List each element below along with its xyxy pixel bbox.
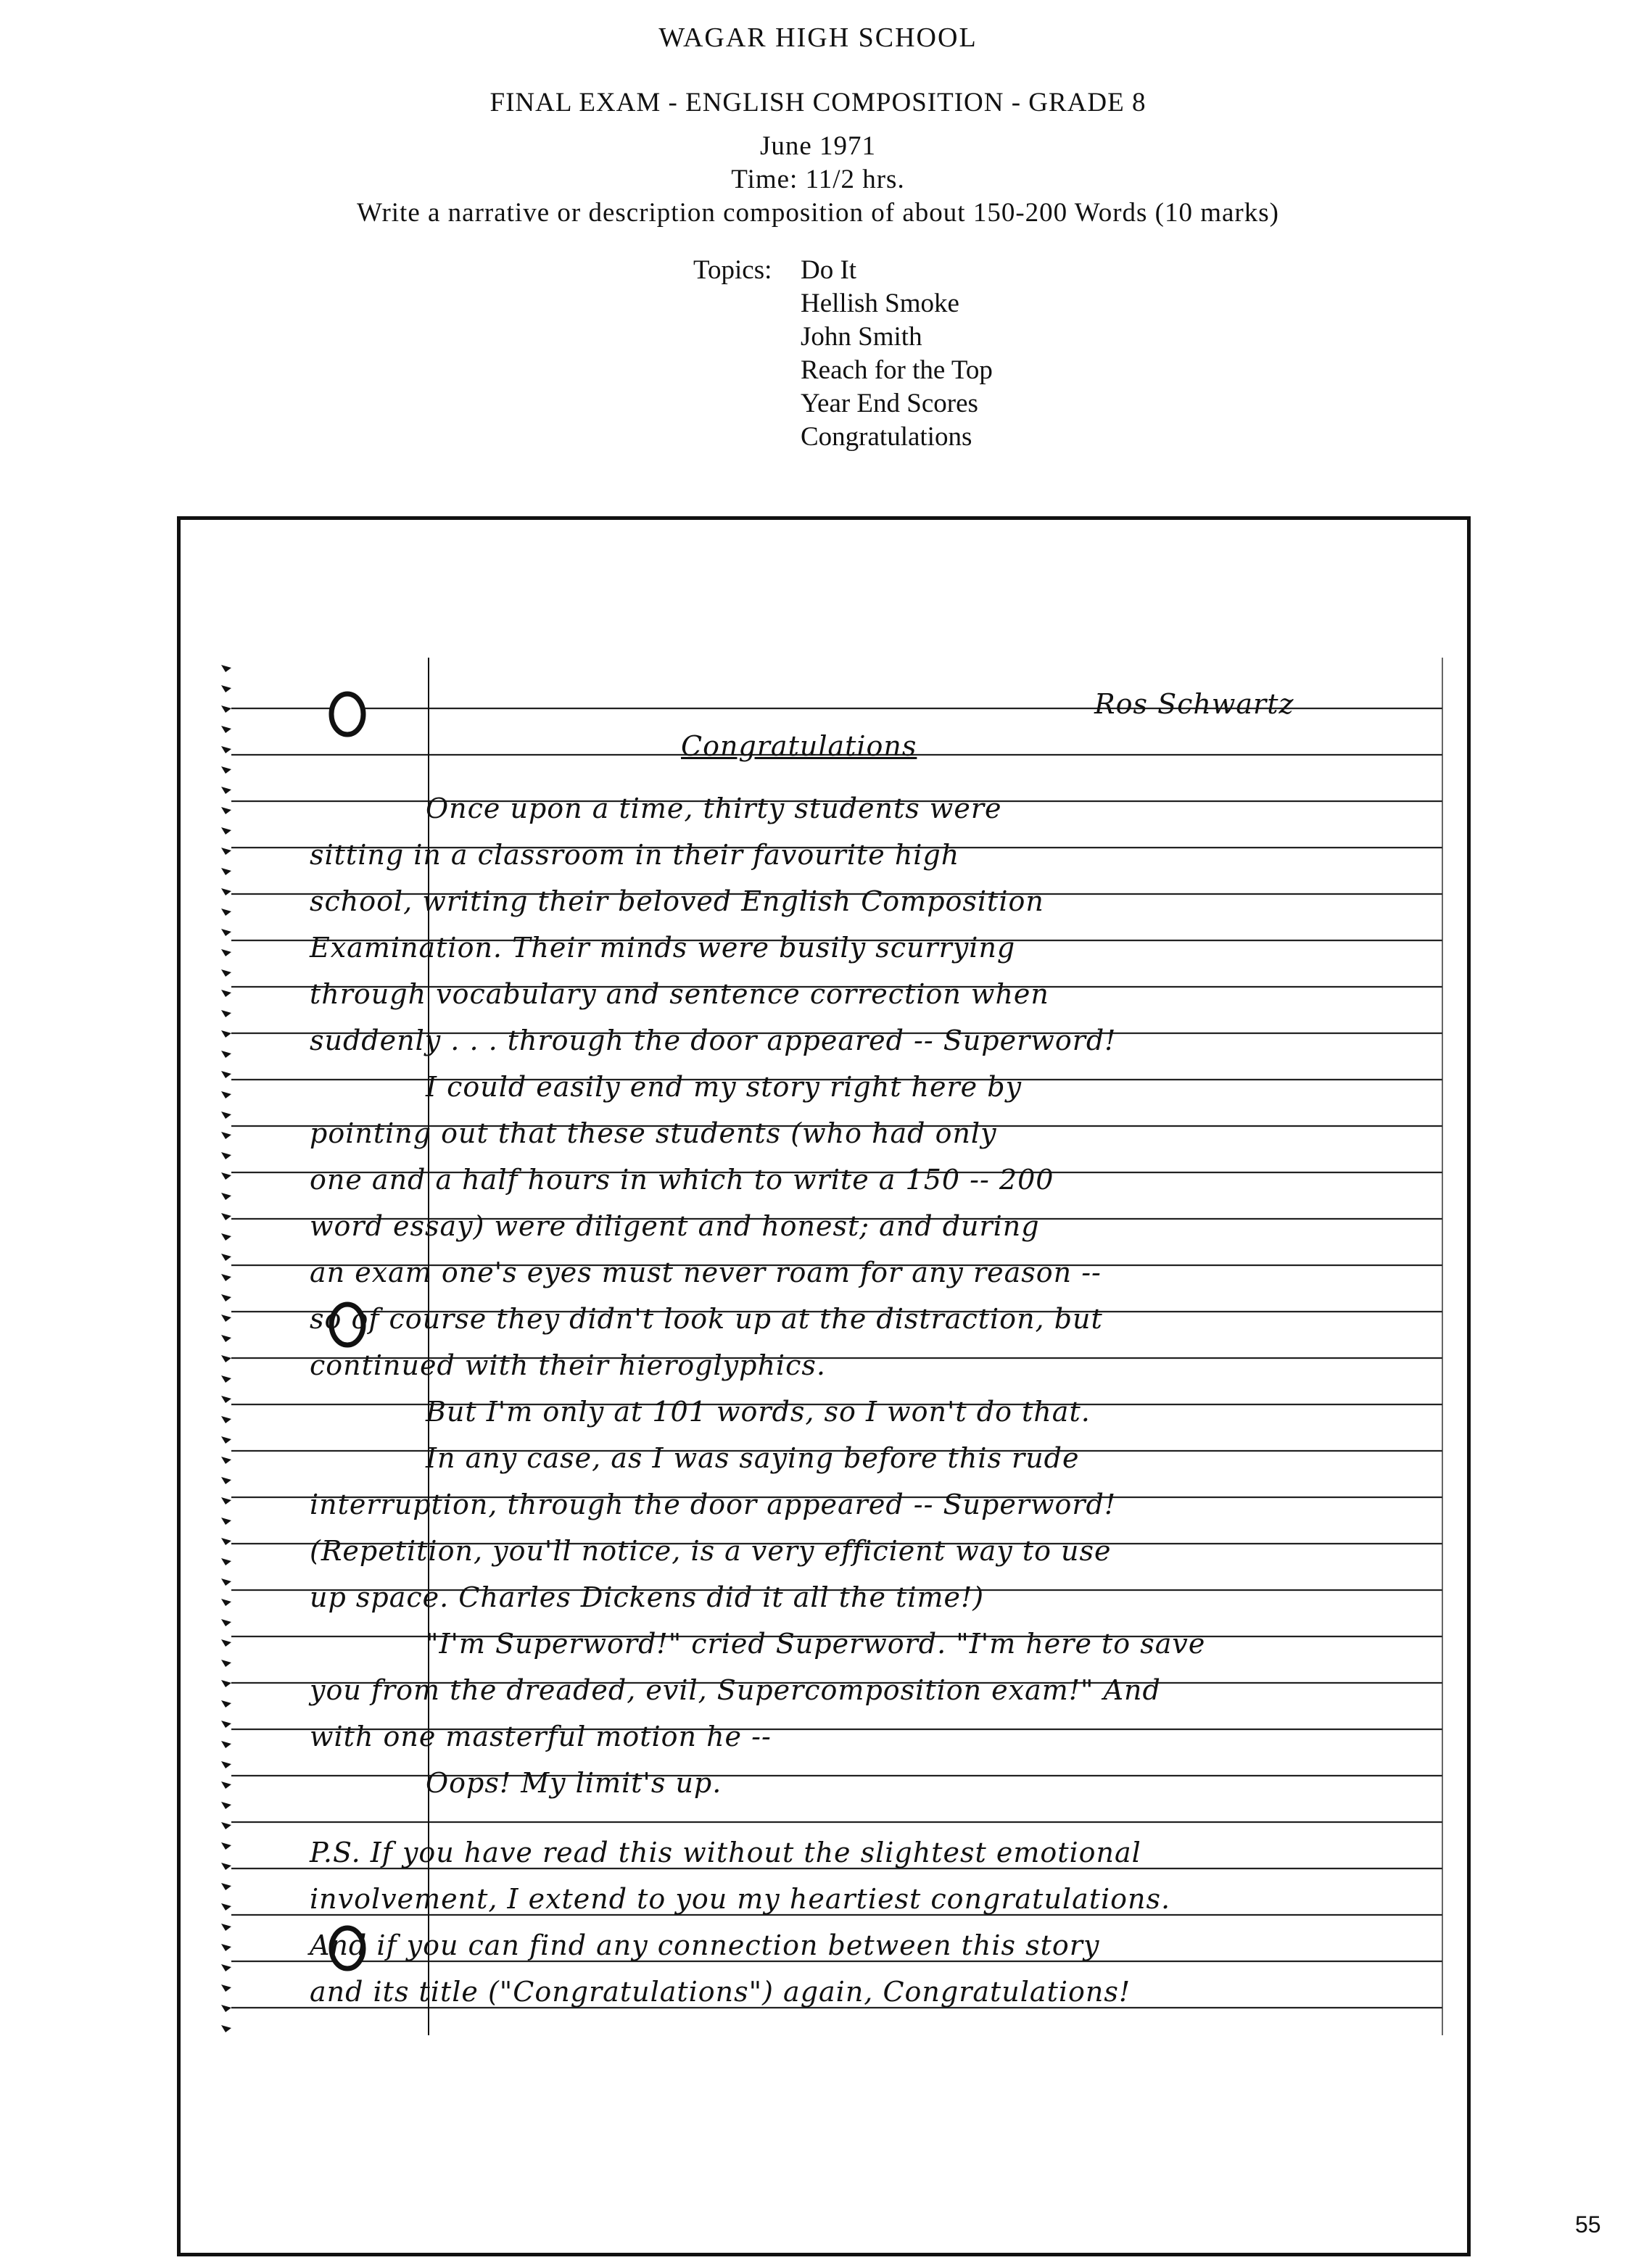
perforation-mark	[221, 1761, 231, 1768]
essay-line: Once upon a time, thirty students were	[426, 792, 1002, 824]
perforation-mark	[221, 1700, 231, 1708]
essay-line: school, writing their beloved English Composition	[310, 885, 1044, 917]
perforation-mark	[221, 1396, 231, 1403]
perforation-mark	[221, 1964, 231, 1971]
perforation-mark	[221, 726, 231, 733]
perforation-mark	[221, 1944, 231, 1951]
perforation-mark	[221, 1416, 231, 1423]
perforation-mark	[221, 1781, 231, 1789]
perforation-mark	[221, 1538, 231, 1545]
postscript-line: and its title ("Congratulations") again, Congratulations!	[310, 1976, 1131, 2008]
perforation-mark	[221, 1315, 231, 1322]
perforation-mark	[221, 1335, 231, 1342]
essay-title: Congratulations	[681, 730, 917, 762]
perforation-mark	[221, 949, 231, 956]
perforation-mark	[221, 1721, 231, 1728]
perforation-mark	[221, 1497, 231, 1505]
perforation-mark	[221, 888, 231, 895]
perforation-mark	[221, 1802, 231, 1809]
school-name: WAGAR HIGH SCHOOL	[658, 22, 978, 53]
essay-line: word essay) were diligent and honest; and during	[310, 1210, 1040, 1242]
page-number: 55	[1575, 2211, 1601, 2238]
perforation-mark	[221, 827, 231, 835]
exam-title: FINAL EXAM - ENGLISH COMPOSITION - GRADE 8	[489, 88, 1147, 117]
perforation-mark	[221, 1375, 231, 1383]
perforation-mark	[221, 1822, 231, 1829]
lined-paper-frame	[177, 516, 1471, 2256]
exam-time: Time: 11/2 hrs.	[731, 165, 905, 194]
perforation-mark	[221, 1518, 231, 1525]
perforation-mark	[221, 1254, 231, 1261]
perforation-mark	[221, 2025, 231, 2032]
essay-line: I could easily end my story right here by	[426, 1071, 1022, 1103]
perforation-mark	[221, 1680, 231, 1687]
perforation-mark	[221, 1294, 231, 1301]
essay-line: an exam one's eyes must never roam for any reason --	[310, 1257, 1102, 1288]
topic-item: Year End Scores	[801, 389, 978, 418]
essay-line: one and a half hours in which to write a 150 -- 200	[310, 1164, 1054, 1196]
perforation-mark	[221, 1842, 231, 1850]
perforation-mark	[221, 1924, 231, 1931]
binder-hole	[331, 694, 363, 734]
perforation-mark	[221, 1233, 231, 1241]
essay-line: you from the dreaded, evil, Supercomposition exam!" And	[310, 1674, 1161, 1706]
perforation-mark	[221, 1091, 231, 1098]
perforation-mark	[221, 1071, 231, 1078]
essay-line: Oops! My limit's up.	[426, 1767, 722, 1799]
postscript-line: involvement, I extend to you my heartiest congratulations.	[310, 1883, 1171, 1915]
essay-line: "I'm Superword!" cried Superword. "I'm here to save	[426, 1628, 1206, 1660]
topics-label: Topics:	[693, 255, 772, 285]
perforation-mark	[221, 1172, 231, 1180]
perforation-mark	[221, 929, 231, 936]
topic-item: Hellish Smoke	[801, 289, 959, 318]
essay-line: In any case, as I was saying before this rude	[426, 1442, 1080, 1474]
essay-line: interruption, through the door appeared -- Superword!	[310, 1489, 1117, 1520]
perforation-mark	[221, 1984, 231, 1992]
perforation-mark	[221, 766, 231, 774]
perforation-mark	[221, 990, 231, 997]
essay-line: suddenly . . . through the door appeared -- Superword!	[310, 1025, 1117, 1056]
perforation-mark	[221, 705, 231, 713]
essay-line: with one masterful motion he --	[310, 1721, 772, 1752]
perforation-mark	[221, 1274, 231, 1281]
perforation-mark	[221, 868, 231, 875]
essay-line: But I'm only at 101 words, so I won't do that.	[426, 1396, 1091, 1428]
postscript-line: And if you can find any connection between this story	[310, 1929, 1100, 1961]
perforation-mark	[221, 1639, 231, 1647]
perforation-mark	[221, 665, 231, 672]
perforation-mark	[221, 909, 231, 916]
perforation-mark	[221, 1578, 231, 1586]
perforation-mark	[221, 1132, 231, 1139]
perforation-mark	[221, 1213, 231, 1220]
postscript-line: P.S. If you have read this without the slightest emotional	[310, 1837, 1141, 1868]
perforation-mark	[221, 1152, 231, 1159]
perforation-mark	[221, 1010, 231, 1017]
essay-line: sitting in a classroom in their favourite high	[310, 839, 960, 871]
topics-list	[693, 254, 993, 454]
perforation-mark	[221, 1903, 231, 1911]
perforation-mark	[221, 1741, 231, 1748]
perforation-mark	[221, 1193, 231, 1200]
perforation-mark	[221, 1355, 231, 1362]
perforation-mark	[221, 1558, 231, 1565]
perforation-mark	[221, 807, 231, 814]
perforation-mark	[221, 1863, 231, 1870]
perforation-mark	[221, 1051, 231, 1058]
essay-line: up space. Charles Dickens did it all the time!)	[310, 1581, 985, 1613]
perforation-mark	[221, 1457, 231, 1464]
perforation-mark	[221, 685, 231, 692]
perforation-mark	[221, 1030, 231, 1038]
perforation-mark	[221, 1883, 231, 1890]
exam-date: June 1971	[759, 131, 877, 161]
essay-line: through vocabulary and sentence correction when	[310, 978, 1049, 1010]
essay-line: pointing out that these students (who had only	[310, 1117, 997, 1149]
essay-line: (Repetition, you'll notice, is a very efficient way to use	[310, 1535, 1112, 1567]
perforation-mark	[221, 1436, 231, 1444]
perforation-mark	[221, 1477, 231, 1484]
topic-item: Do It	[801, 255, 857, 285]
essay-line: Examination. Their minds were busily scurrying	[310, 932, 1016, 964]
perforation-mark	[221, 1619, 231, 1626]
perforation-mark	[221, 848, 231, 855]
topic-item: John Smith	[801, 322, 922, 352]
essay-line: so of course they didn't look up at the distraction, but	[310, 1303, 1103, 1335]
perforation-mark	[221, 746, 231, 753]
perforation-mark	[221, 2005, 231, 2012]
perforation-mark	[221, 969, 231, 977]
perforation-mark	[221, 1660, 231, 1667]
topic-item: Reach for the Top	[801, 355, 993, 385]
perforation-mark	[221, 787, 231, 794]
exam-instructions: Write a narrative or description composition of about 150-200 Words (10 marks)	[357, 198, 1279, 228]
essay-line: continued with their hieroglyphics.	[310, 1349, 826, 1381]
perforation-mark	[221, 1112, 231, 1119]
topic-item: Congratulations	[801, 422, 972, 452]
essay-author: Ros Schwartz	[1094, 688, 1294, 720]
perforation-mark	[221, 1599, 231, 1606]
